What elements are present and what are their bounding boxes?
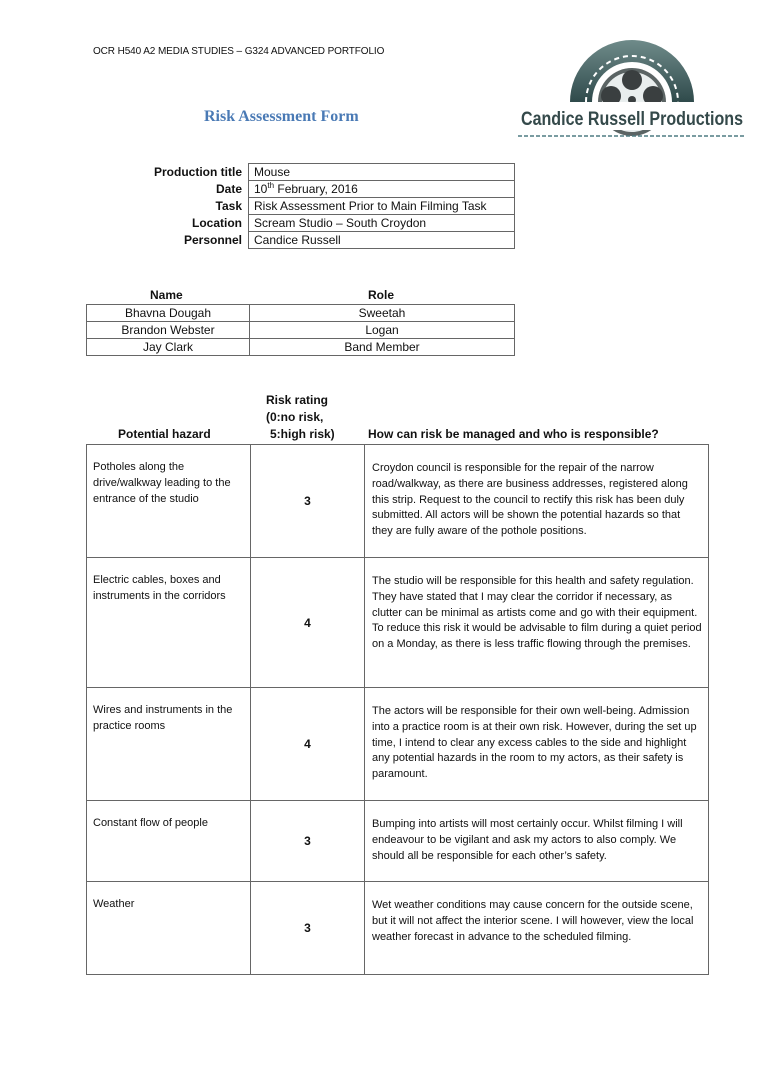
management-cell: Wet weather conditions may cause concern for the outside scene, but it will not affect the interior scene. I will however, view the local weather forecast in advance to the scheduled filming. <box>365 882 709 975</box>
rating-header-line-3: 5:high risk) <box>270 427 335 441</box>
table-row <box>87 801 709 882</box>
course-header: OCR H540 A2 MEDIA STUDIES – G324 ADVANCED PORTFOLIO <box>93 46 385 57</box>
table-row <box>87 322 515 339</box>
cast-name: Bhavna Dougah <box>87 305 250 322</box>
hazard-header: Potential hazard <box>118 427 211 441</box>
rating-cell: 4 <box>251 688 365 801</box>
hazard-cell: Wires and instruments in the practice rooms <box>87 688 251 801</box>
rating-cell: 3 <box>251 445 365 558</box>
production-row <box>100 198 515 215</box>
personnel-value: Candice Russell <box>249 232 515 249</box>
rating-cell: 3 <box>251 882 365 975</box>
hazard-cell: Constant flow of people <box>87 801 251 882</box>
cast-name-header: Name <box>150 288 183 302</box>
production-title-label: Production title <box>154 165 242 179</box>
table-row <box>87 445 709 558</box>
management-cell: The actors will be responsible for their own well-being. Admission into a practice room is at their own risk. However, during the set up time, I intend to clear any excess cables to the side and highlight any potential hazards in the room to my actors, as their safety is paramount. <box>365 688 709 801</box>
rating-cell: 3 <box>251 801 365 882</box>
production-row <box>100 164 515 181</box>
hazard-cell: Potholes along the drive/walkway leading to the entrance of the studio <box>87 445 251 558</box>
cast-name: Brandon Webster <box>87 322 250 339</box>
personnel-label: Personnel <box>183 233 242 247</box>
management-cell: The studio will be responsible for this health and safety regulation. They have stated that I may clear the corridor if necessary, as clutter can be minimal as artists come and go with their equipment. To reduce this risk it would be advisable to film during a quiet period on a Monday, as there is less traffic flowing through the premises. <box>365 558 709 688</box>
rating-header-line-1: Risk rating <box>266 393 329 407</box>
production-row <box>100 181 515 198</box>
cast-role-header: Role <box>368 288 395 302</box>
table-row <box>87 339 515 356</box>
cast-name: Jay Clark <box>87 339 250 356</box>
production-title-value: Mouse <box>249 164 515 181</box>
production-details-table <box>100 163 515 249</box>
risk-table <box>86 444 709 975</box>
rating-header-line-2: (0:no risk, <box>266 410 324 424</box>
production-logo <box>512 22 752 140</box>
task-value: Risk Assessment Prior to Main Filming Task <box>249 198 515 215</box>
cast-role: Sweetah <box>250 305 515 322</box>
location-value: Scream Studio – South Croydon <box>249 215 515 232</box>
form-title: Risk Assessment Form <box>204 108 359 125</box>
management-cell: Croydon council is responsible for the repair of the narrow road/walkway, as there are business addresses, registered along this strip. Request to the council to rectify this risk has been duly submitted. All actors will be shown the potential hazards so that they are fully aware of the pothole positions. <box>365 445 709 558</box>
date-value: 10th February, 2016 <box>249 181 515 198</box>
production-row <box>100 232 515 249</box>
table-row <box>87 882 709 975</box>
cast-role: Band Member <box>250 339 515 356</box>
table-row <box>87 688 709 801</box>
cast-role: Logan <box>250 322 515 339</box>
rating-cell: 4 <box>251 558 365 688</box>
hazard-cell: Electric cables, boxes and instruments in the corridors <box>87 558 251 688</box>
logo-text: Candice Russell Productions <box>521 109 743 130</box>
management-cell: Bumping into artists will most certainly occur. Whilst filming I will endeavour to be vigilant and ask my actors to also comply. We should all be responsible for each other’s safety. <box>365 801 709 882</box>
production-row <box>100 215 515 232</box>
location-label: Location <box>192 216 242 230</box>
management-header: How can risk be managed and who is responsible? <box>368 427 659 441</box>
table-row <box>87 305 515 322</box>
task-label: Task <box>215 199 242 213</box>
table-row <box>87 558 709 688</box>
date-label: Date <box>215 182 242 196</box>
hazard-cell: Weather <box>87 882 251 975</box>
cast-table <box>86 304 515 356</box>
